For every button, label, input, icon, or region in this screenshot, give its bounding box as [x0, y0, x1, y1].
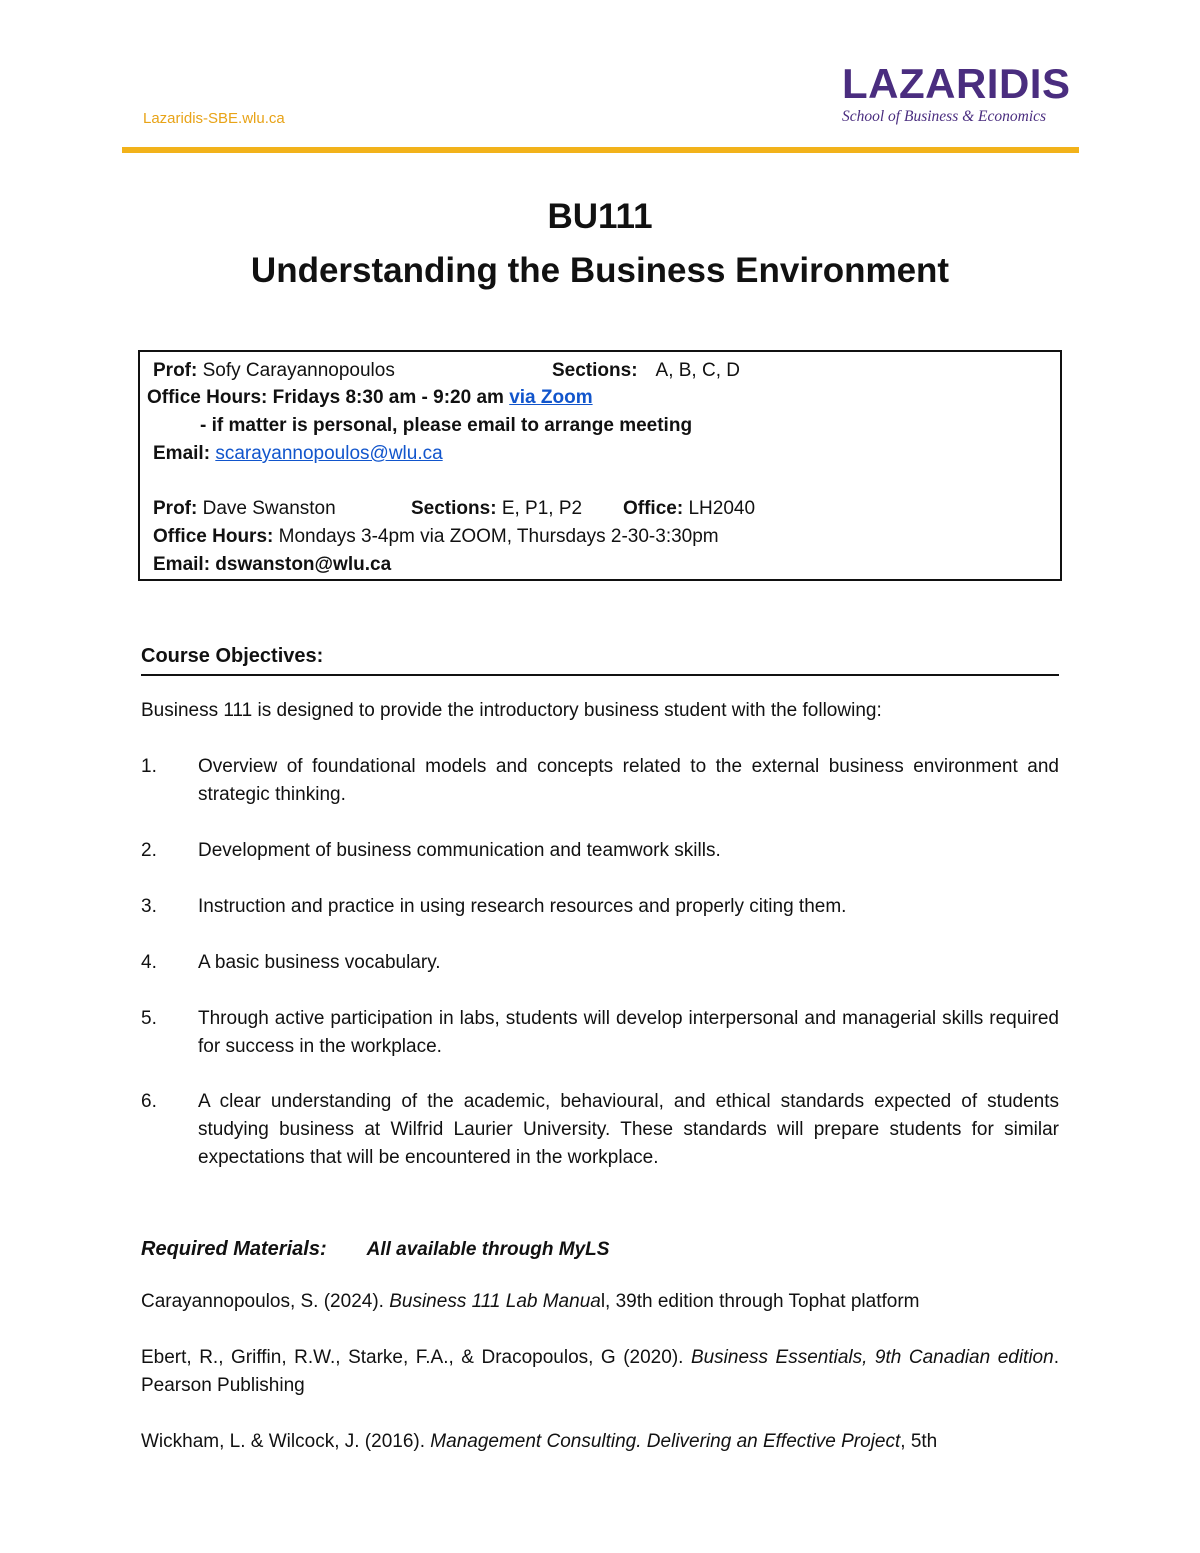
reference-details: . Pearson Publishing: [141, 1347, 1059, 1396]
course-code: BU111: [547, 197, 653, 236]
objective-item: [141, 893, 1059, 921]
via-zoom-link[interactable]: via Zoom: [509, 387, 593, 408]
prof2-label: Prof:: [153, 498, 198, 519]
prof2-email: Email: dswanston@wlu.ca: [153, 554, 392, 575]
prof2-office-value: LH2040: [688, 498, 756, 519]
site-url: Lazaridis-SBE.wlu.ca: [143, 110, 285, 127]
prof2-hours-label: Office Hours:: [153, 526, 274, 547]
objective-number: 4.: [141, 952, 157, 973]
logo-wordmark: LAZARIDIS: [842, 60, 1071, 107]
prof1-hours-label: Office Hours: Fridays 8:30 am - 9:20 am: [147, 387, 504, 408]
prof2-sections-label: Sections:: [411, 498, 497, 519]
objective-item: [141, 1005, 1059, 1061]
required-materials-label: Required Materials:: [141, 1238, 327, 1260]
objective-number: 1.: [141, 756, 157, 777]
logo-subtitle: School of Business & Economics: [842, 108, 1047, 125]
objective-item: [141, 753, 1059, 809]
objective-text: Overview of foundational models and concepts related to the external business environment and strategic thinking.: [198, 756, 1059, 805]
objective-text: Through active participation in labs, students will develop interpersonal and managerial skills required for success in the workplace.: [198, 1008, 1059, 1057]
objective-text: Development of business communication and teamwork skills.: [198, 840, 721, 861]
reference-authors: Carayannopoulos, S. (2024).: [141, 1291, 390, 1312]
reference-item: [141, 1428, 1059, 1456]
prof2-name: Dave Swanston: [202, 498, 336, 519]
prof1-label: Prof:: [153, 360, 198, 381]
header-divider: [122, 147, 1079, 153]
objective-item: [141, 949, 1059, 977]
course-objectives-heading: Course Objectives:: [141, 645, 324, 667]
objective-number: 6.: [141, 1091, 157, 1112]
objective-text: Instruction and practice in using research resources and properly citing them.: [198, 896, 847, 917]
objective-item: [141, 1088, 1059, 1172]
prof2-sections: [411, 497, 582, 521]
prof2-sections-value: E, P1, P2: [501, 498, 583, 519]
prof2-hours-value: Mondays 3-4pm via ZOOM, Thursdays 2-30-3:30pm: [278, 526, 719, 547]
prof2-office: [623, 497, 755, 521]
prof2-line: [153, 497, 336, 521]
lazaridis-logo: [842, 60, 1071, 126]
reference-title: Business Essentials, 9th Canadian edition: [690, 1347, 1054, 1368]
prof2-office-label: Office:: [623, 498, 684, 519]
reference-authors: Wickham, L. & Wilcock, J. (2016).: [141, 1431, 431, 1452]
required-materials-heading: [141, 1238, 609, 1261]
course-title: Understanding the Business Environment: [250, 251, 950, 290]
prof1-hours: [147, 386, 593, 410]
objective-item: [141, 837, 1059, 865]
objective-number: 2.: [141, 840, 157, 861]
reference-details: , 5th: [900, 1431, 938, 1452]
prof1-email-link[interactable]: scarayannopoulos@wlu.ca: [215, 443, 443, 464]
objective-number: 3.: [141, 896, 157, 917]
objective-text: A clear understanding of the academic, behavioural, and ethical standards expected of students studying business at Wilfrid Laurier University. These standards will prepare students for similar expectations that will be encountered in the workplace.: [198, 1091, 1059, 1168]
instructor-info-box: [138, 350, 1062, 581]
prof1-email: [153, 442, 443, 466]
prof1-sections-value: A, B, C, D: [655, 360, 740, 381]
objective-text: A basic business vocabulary.: [198, 952, 441, 973]
objective-number: 5.: [141, 1008, 157, 1029]
reference-details: l, 39th edition through Tophat platform: [600, 1291, 920, 1312]
prof1-note: - if matter is personal, please email to arrange meeting: [200, 415, 693, 436]
reference-authors: Ebert, R., Griffin, R.W., Starke, F.A., & Dracopoulos, G (2020).: [141, 1347, 691, 1368]
objectives-underline: [141, 674, 1059, 676]
reference-item: [141, 1344, 1059, 1400]
reference-title: Business 111 Lab Manua: [389, 1291, 601, 1312]
prof1-line: [153, 359, 395, 383]
reference-item: [141, 1288, 1059, 1316]
reference-title: Management Consulting. Delivering an Effective Project: [430, 1431, 901, 1452]
prof1-email-label: Email:: [153, 443, 211, 464]
prof2-hours: [153, 525, 719, 549]
prof1-sections-label: Sections:: [552, 360, 638, 381]
prof1-name: Sofy Carayannopoulos: [202, 360, 395, 381]
objectives-intro: Business 111 is designed to provide the introductory business student with the following:: [141, 700, 882, 721]
prof1-sections: [552, 359, 740, 383]
required-materials-note: All available through MyLS: [366, 1239, 610, 1260]
